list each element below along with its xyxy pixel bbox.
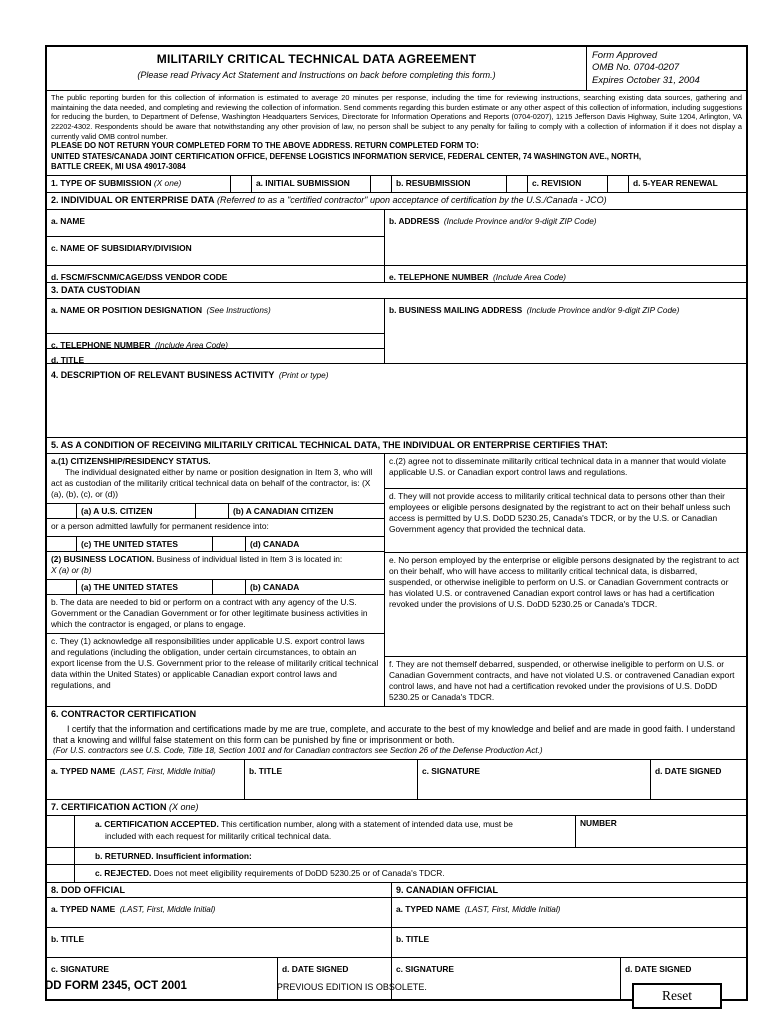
renewal-label: d. 5-YEAR RENEWAL (633, 178, 718, 189)
previous-edition-note: PREVIOUS EDITION IS OBSOLETE. (276, 982, 427, 992)
clause-b-text: b. The data are needed to bid or perform on a contract with any agency of the U.S. Government or the Canadian Government or for other legitimate business activities in which the contractor is engaged, or plans to engage. (47, 594, 384, 633)
resubmission-label: b. RESUBMISSION (396, 178, 471, 189)
form-footer (45, 980, 748, 1009)
contractor-typed-name-field[interactable]: a. TYPED NAME (LAST, First, Middle Initial) (51, 765, 216, 776)
dd-form-2345 (45, 45, 748, 1001)
certification-number-field[interactable]: NUMBER (575, 816, 746, 847)
section3-header: 3. DATA CUSTODIAN (47, 282, 746, 298)
clause-f-text: f. They are not themself debarred, suspended, or otherwise ineligible to perform on U.S. or Canadian Government contracts, and have not violated U.S. or contravened Canadian export control laws, and have not had a certification revoked under the provisions of U.S. DoDD 5230.25 or Canada's TDCR. (385, 656, 746, 706)
section7-header: 7. CERTIFICATION ACTION (X one) (47, 799, 746, 815)
form-header-main (47, 47, 586, 90)
canadian-signature-field[interactable]: c. SIGNATURE (396, 964, 455, 975)
residence-us-label: (c) THE UNITED STATES (81, 538, 178, 549)
checkbox-resubmission[interactable] (370, 176, 392, 192)
section9-header: 9. CANADIAN OFFICIAL (396, 885, 498, 896)
checkbox-returned[interactable] (47, 848, 75, 865)
location-canada-label: (b) CANADA (250, 581, 300, 592)
form-title: MILITARILY CRITICAL TECHNICAL DATA AGREEMENT (156, 52, 477, 66)
canadian-date-signed-field[interactable]: d. DATE SIGNED (620, 958, 746, 999)
rejected-text: c. REJECTED. Does not meet eligibility requirements of DoDD 5230.25 or of Canada's TDCR. (95, 868, 445, 879)
permanent-residence-line: or a person admitted lawfully for permanent residence into: (47, 518, 384, 535)
do-not-return-line: PLEASE DO NOT RETURN YOUR COMPLETED FORM TO THE ABOVE ADDRESS. RETURN COMPLETED FORM TO: (51, 141, 479, 151)
returned-row (47, 847, 746, 865)
section5-left-column (47, 454, 385, 706)
return-address-line2: BATTLE CREEK, MI USA 49017-3084 (51, 162, 186, 172)
checkbox-canadian-citizen[interactable] (195, 504, 229, 518)
omb-number: OMB No. 0704-0207 (592, 62, 680, 74)
us-citizen-label: (a) A U.S. CITIZEN (81, 506, 153, 517)
revision-label: c. REVISION (532, 178, 582, 189)
section2-left-column (47, 210, 385, 265)
section2-right-column (385, 210, 746, 265)
section5-header: 5. AS A CONDITION OF RECEIVING MILITARILY CRITICAL TECHNICAL DATA, THE INDIVIDUAL OR ENTERPRISE CERTIFIES THAT: (47, 437, 746, 453)
clause-c1-text: c. They (1) acknowledge all responsibilities under applicable U.S. export control laws and regulations (including the obligation, under certain circumstances, to obtain an export license from the U.S. Government prior to the release of militarily critical technical data within the United States) or applicable Canadian export control laws and regulations, and (47, 633, 384, 706)
burden-statement (47, 90, 746, 175)
initial-submission-label: a. INITIAL SUBMISSION (256, 178, 350, 189)
business-activity-field[interactable]: 4. DESCRIPTION OF RELEVANT BUSINESS ACTIVITY (Print or type) (47, 363, 746, 437)
checkbox-initial-submission[interactable] (230, 176, 252, 192)
citizenship-checkbox-row (47, 503, 384, 518)
section2-grid-row2 (47, 265, 746, 282)
form-number: DD FORM 2345, OCT 2001 (45, 980, 187, 992)
return-address-line1: UNITED STATES/CANADA JOINT CERTIFICATION OFFICE, DEFENSE LOGISTICS INFORMATION SERVICE, FEDERAL CENTER, 74 WASHINGTON AVE., NORTH, (51, 151, 641, 161)
vendor-code-field[interactable]: d. FSCM/FSCNM/CAGE/DSS VENDOR CODE (47, 266, 385, 282)
section8-header: 8. DOD OFFICIAL (51, 885, 125, 896)
residence-canada-label: (d) CANADA (250, 538, 300, 549)
checkbox-certification-accepted[interactable] (47, 816, 75, 847)
section3-grid (47, 298, 746, 363)
subsidiary-division-field[interactable]: c. NAME OF SUBSIDIARY/DIVISION (47, 236, 384, 264)
contractor-date-signed-field[interactable]: d. DATE SIGNED (650, 760, 746, 799)
dod-signature-field[interactable]: c. SIGNATURE (51, 964, 110, 975)
custodian-telephone-field[interactable]: c. TELEPHONE NUMBER (Include Area Code) (47, 333, 384, 348)
custodian-name-field[interactable]: a. NAME OR POSITION DESIGNATION (See Instructions) (51, 304, 271, 315)
clause-d-text: d. They will not provide access to militarily critical technical data to persons other than their employees or eligible persons designated by the registrant to act on their behalf unless such access is permitted by U.S. DoDD 5230.25, Canada's TDCR, or by the U.S. or Canadian Government agency that provided the technical data. (385, 488, 746, 552)
custodian-title-field[interactable]: d. TITLE (47, 348, 384, 362)
section2-grid (47, 209, 746, 265)
section5-right-column (385, 454, 746, 706)
checkbox-rejected[interactable] (47, 865, 75, 882)
contractor-signature-row (47, 759, 746, 799)
certification-accepted-text: a. CERTIFICATION ACCEPTED. This certification number, along with a statement of intended data use, must be included with each request for militarily critical technical data. (95, 818, 513, 842)
canadian-citizen-label: (b) A CANADIAN CITIZEN (233, 506, 334, 517)
business-location-block: (2) BUSINESS LOCATION. Business of individual listed in Item 3 is located in: X (a) or (b) (47, 551, 384, 579)
checkbox-location-united-states[interactable] (47, 580, 77, 594)
section6-header: 6. CONTRACTOR CERTIFICATION (47, 706, 746, 722)
location-checkbox-row (47, 579, 384, 594)
address-field[interactable]: b. ADDRESS (Include Province and/or 9-digit ZIP Code) (389, 215, 597, 226)
section2-header: 2. INDIVIDUAL OR ENTERPRISE DATA (Referred to as a "certified contractor" upon acceptance of certification by the U.S./Canada - JCO) (47, 192, 746, 208)
telephone-number-field[interactable]: e. TELEPHONE NUMBER (Include Area Code) (389, 271, 567, 282)
form-approved-text: Form Approved (592, 50, 658, 61)
burden-paragraph: The public reporting burden for this collection of information is estimated to average 20 minutes per response, including the time for reviewing instructions, searching existing data sources, gathering and maintaining the data needed, and completing and reviewing the collection of information. Send comments regarding this burden estimate or any other aspect of this collection of information, including suggestions for reducing the burden, to Department of Defense, Washington Headquarters Services, Directorate for Information Operations and Reports (0704-0207), 1215 Jefferson Davis Highway, Suite 1204, Arlington, VA 22202-4302. Respondents should be aware that notwithstanding any other provision of law, no person shall be subject to any penalty for failing to comply with a collection of information if it does not display a currently valid OMB control number. (51, 93, 742, 141)
section3-right-column (385, 299, 746, 363)
dod-typed-name-field[interactable]: a. TYPED NAME (LAST, First, Middle Initial) (47, 897, 391, 927)
checkbox-residence-canada[interactable] (212, 537, 246, 551)
section3-left-column (47, 299, 385, 363)
name-field[interactable]: a. NAME (51, 215, 85, 226)
omb-approval-box (586, 47, 746, 90)
residence-checkbox-row (47, 536, 384, 551)
clause-c2-text: c.(2) agree not to disseminate militarily critical technical data in a manner that would violate applicable U.S. or Canadian export control laws and regulations. (389, 456, 727, 478)
omb-expiry: Expires October 31, 2004 (592, 74, 700, 86)
location-us-label: (a) THE UNITED STATES (81, 581, 178, 592)
dod-title-field[interactable]: b. TITLE (47, 927, 391, 957)
certification-statement: I certify that the information and certifications made by me are true, complete, and accurate to the best of my knowledge and belief and are made in good faith. I understand that a knowing and willful false statement on this form can be punished by fine or imprisonment or both. (For U.S. contractors see U.S. Code, Title 18, Section 1001 and for Canadian contractors see Section 26 of the Defense Production Act.) (53, 723, 735, 756)
form-subtitle: (Please read Privacy Act Statement and Instructions on back before completing this form.) (137, 70, 496, 80)
checkbox-5-year-renewal[interactable] (607, 176, 629, 192)
business-mailing-address-field[interactable]: b. BUSINESS MAILING ADDRESS (Include Province and/or 9-digit ZIP Code) (389, 304, 680, 315)
dod-date-signed-field[interactable]: d. DATE SIGNED (277, 958, 391, 999)
checkbox-location-canada[interactable] (212, 580, 246, 594)
canadian-typed-name-field[interactable]: a. TYPED NAME (LAST, First, Middle Initial) (392, 897, 746, 927)
checkbox-us-citizen[interactable] (47, 504, 77, 518)
citizenship-status-block: a.(1) CITIZENSHIP/RESIDENCY STATUS. The individual designated either by name or position designation in Item 3, who will act as custodian of the militarily critical technical data on behalf of the contractor, is: (X (a), (b), (c), or (d)) (51, 456, 373, 500)
form-header (47, 47, 746, 90)
clause-e-text: e. No person employed by the enterprise or eligible persons designated by the registrant to act on their behalf, who will have access to militarily critical technical data, is disbarred, suspended, or otherwise ineligible to perform on U.S. or Canadian Government contracts or has violated U.S. or contravened Canadian export control laws or has had a certification revoked under the provisions of U.S. DoDD 5230.25 or Canada's TDCR. (385, 552, 746, 656)
type-of-submission-label: 1. TYPE OF SUBMISSION (X one) (51, 178, 182, 189)
checkbox-revision[interactable] (506, 176, 528, 192)
contractor-signature-field[interactable]: c. SIGNATURE (417, 760, 650, 799)
rejected-row (47, 864, 746, 882)
section5-body (47, 453, 746, 706)
checkbox-residence-united-states[interactable] (47, 537, 77, 551)
returned-text: b. RETURNED. Insufficient information: (95, 850, 252, 861)
canadian-title-field[interactable]: b. TITLE (392, 927, 746, 957)
contractor-title-field[interactable]: b. TITLE (244, 760, 417, 799)
type-of-submission-row (47, 175, 746, 192)
reset-button[interactable]: Reset (632, 983, 722, 1009)
certification-accepted-row (47, 815, 746, 847)
